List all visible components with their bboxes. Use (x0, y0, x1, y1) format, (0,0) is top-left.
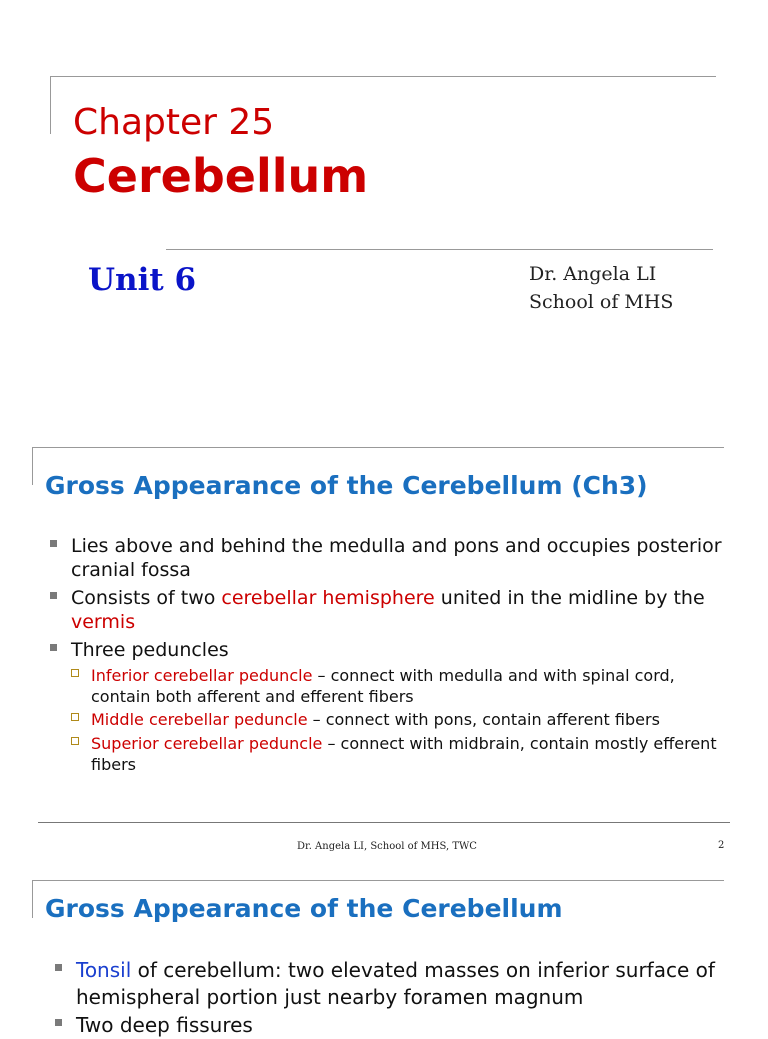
sub-bullet-text: Inferior cerebellar peduncle – connect with medulla and with spinal cord, contain both afferent and efferent fibers (91, 666, 675, 706)
bullet-text: Three peduncles (71, 639, 229, 661)
term-highlight: Inferior cerebellar peduncle (91, 666, 313, 685)
slide3-title: Gross Appearance of the Cerebellum (45, 894, 563, 923)
slide2-title: Gross Appearance of the Cerebellum (Ch3) (45, 471, 648, 500)
term-highlight: cerebellar hemisphere (221, 587, 435, 609)
author-block (529, 260, 673, 316)
chapter-label: Chapter 25 (73, 102, 275, 143)
sub-bullet-square-icon (71, 669, 79, 677)
chapter-title: Cerebellum (73, 149, 369, 203)
slide2-left-rule (32, 447, 33, 485)
bullet-text-partial: Two deep fissures (76, 1013, 253, 1037)
bullet-square-icon (55, 1019, 62, 1026)
term-highlight: Middle cerebellar peduncle (91, 710, 308, 729)
sub-bullet-square-icon (71, 737, 79, 745)
bullet-square-icon (50, 592, 57, 599)
sub-bullet-text: Superior cerebellar peduncle – connect with midbrain, contain mostly efferent fibers (91, 734, 717, 774)
term-highlight: Tonsil (76, 958, 132, 982)
slide1-top-rule (50, 76, 716, 77)
bullet-text: Tonsil of cerebellum: two elevated masses on inferior surface of hemispheral portion just nearby foramen magnum (76, 958, 715, 1009)
slide-footer: Dr. Angela LI, School of MHS, TWC (297, 841, 477, 852)
author-name: Dr. Angela LI (529, 263, 657, 285)
term-highlight: vermis (71, 611, 136, 633)
author-school: School of MHS (529, 291, 674, 313)
unit-label: Unit 6 (88, 262, 197, 298)
slide2-top-rule (32, 447, 724, 448)
footer-rule (38, 822, 730, 823)
slide3-left-rule (32, 880, 33, 918)
bullet-square-icon (50, 644, 57, 651)
sub-bullet-square-icon (71, 713, 79, 721)
sub-bullet-text: Middle cerebellar peduncle – connect with pons, contain afferent fibers (91, 710, 660, 729)
bullet-text: Consists of two cerebellar hemisphere united in the midline by the vermis (71, 587, 705, 633)
slide1-mid-rule (166, 249, 713, 250)
bullet-square-icon (50, 540, 57, 547)
slide3-top-rule (32, 880, 724, 881)
slide1-left-rule (50, 76, 51, 134)
page-number: 2 (718, 840, 725, 851)
bullet-text: Lies above and behind the medulla and pons and occupies posterior cranial fossa (71, 535, 722, 581)
bullet-square-icon (55, 964, 62, 971)
term-highlight: Superior cerebellar peduncle (91, 734, 323, 753)
